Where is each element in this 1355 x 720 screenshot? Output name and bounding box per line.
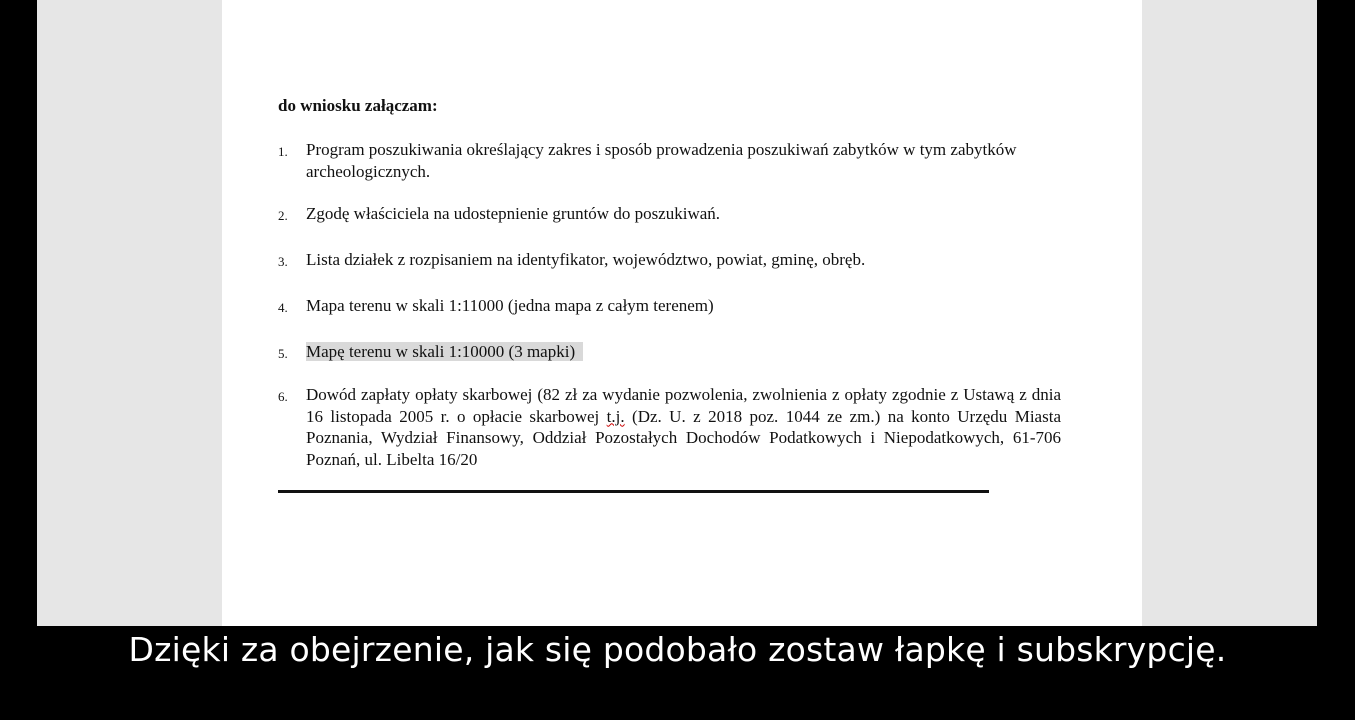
list-item-text xyxy=(306,384,1061,470)
list-item xyxy=(278,249,1066,271)
horizontal-rule xyxy=(278,490,989,493)
list-item-text: Mapa terenu w skali 1:11000 (jedna mapa z całym terenem) xyxy=(306,296,714,315)
list-item-number: 3. xyxy=(278,254,288,269)
list-item-text: Program poszukiwania określający zakres i sposób prowadzenia poszukiwań zabytków w tym zabytków archeologicznych. xyxy=(306,140,1017,181)
list-item-number: 5. xyxy=(278,346,288,361)
list-item-number: 2. xyxy=(278,208,288,223)
document-viewer[interactable] xyxy=(37,0,1317,626)
list-item xyxy=(278,139,1066,182)
list-item-text: Zgodę właściciela na udostepnienie gruntów do poszukiwań. xyxy=(306,204,721,223)
list-item-text-part: Dowód zapłaty opłaty skarbowej (82 zł za wydanie pozwolenia, zwolnienia z opłaty zgodnie z Ustawą z dnia 16 listopada 2005 r. o opłacie skarbowej xyxy=(306,385,1061,426)
document-page xyxy=(222,0,1142,626)
list-item-text: Lista działek z rozpisaniem na identyfikator, województwo, powiat, gminę, obręb. xyxy=(306,250,866,269)
list-item-text-part: (Dz. U. z 2018 poz. 1044 ze zm.) na konto Urzędu Miasta Poznania, Wydział Finansowy, Oddział Pozostałych Dochodów Podatkowych i Niepodatkowych, 61-706 Poznań, ul. Libelta 16/20 xyxy=(306,406,1061,469)
attachments-heading: do wniosku załączam: xyxy=(278,96,438,115)
list-item-number: 4. xyxy=(278,300,288,315)
list-item-number: 6. xyxy=(278,389,288,404)
list-item xyxy=(278,203,1066,225)
list-item-number: 1. xyxy=(278,144,288,159)
highlighted-text: Mapę terenu w skali 1:10000 (3 mapki) xyxy=(306,342,583,361)
list-item xyxy=(278,295,1066,317)
spellcheck-flagged-word: t.j. xyxy=(606,406,625,426)
list-item xyxy=(278,384,1066,470)
video-subtitle: Dzięki za obejrzenie, jak się podobało zostaw łapkę i subskrypcję. xyxy=(128,630,1227,669)
list-item xyxy=(278,341,1066,363)
